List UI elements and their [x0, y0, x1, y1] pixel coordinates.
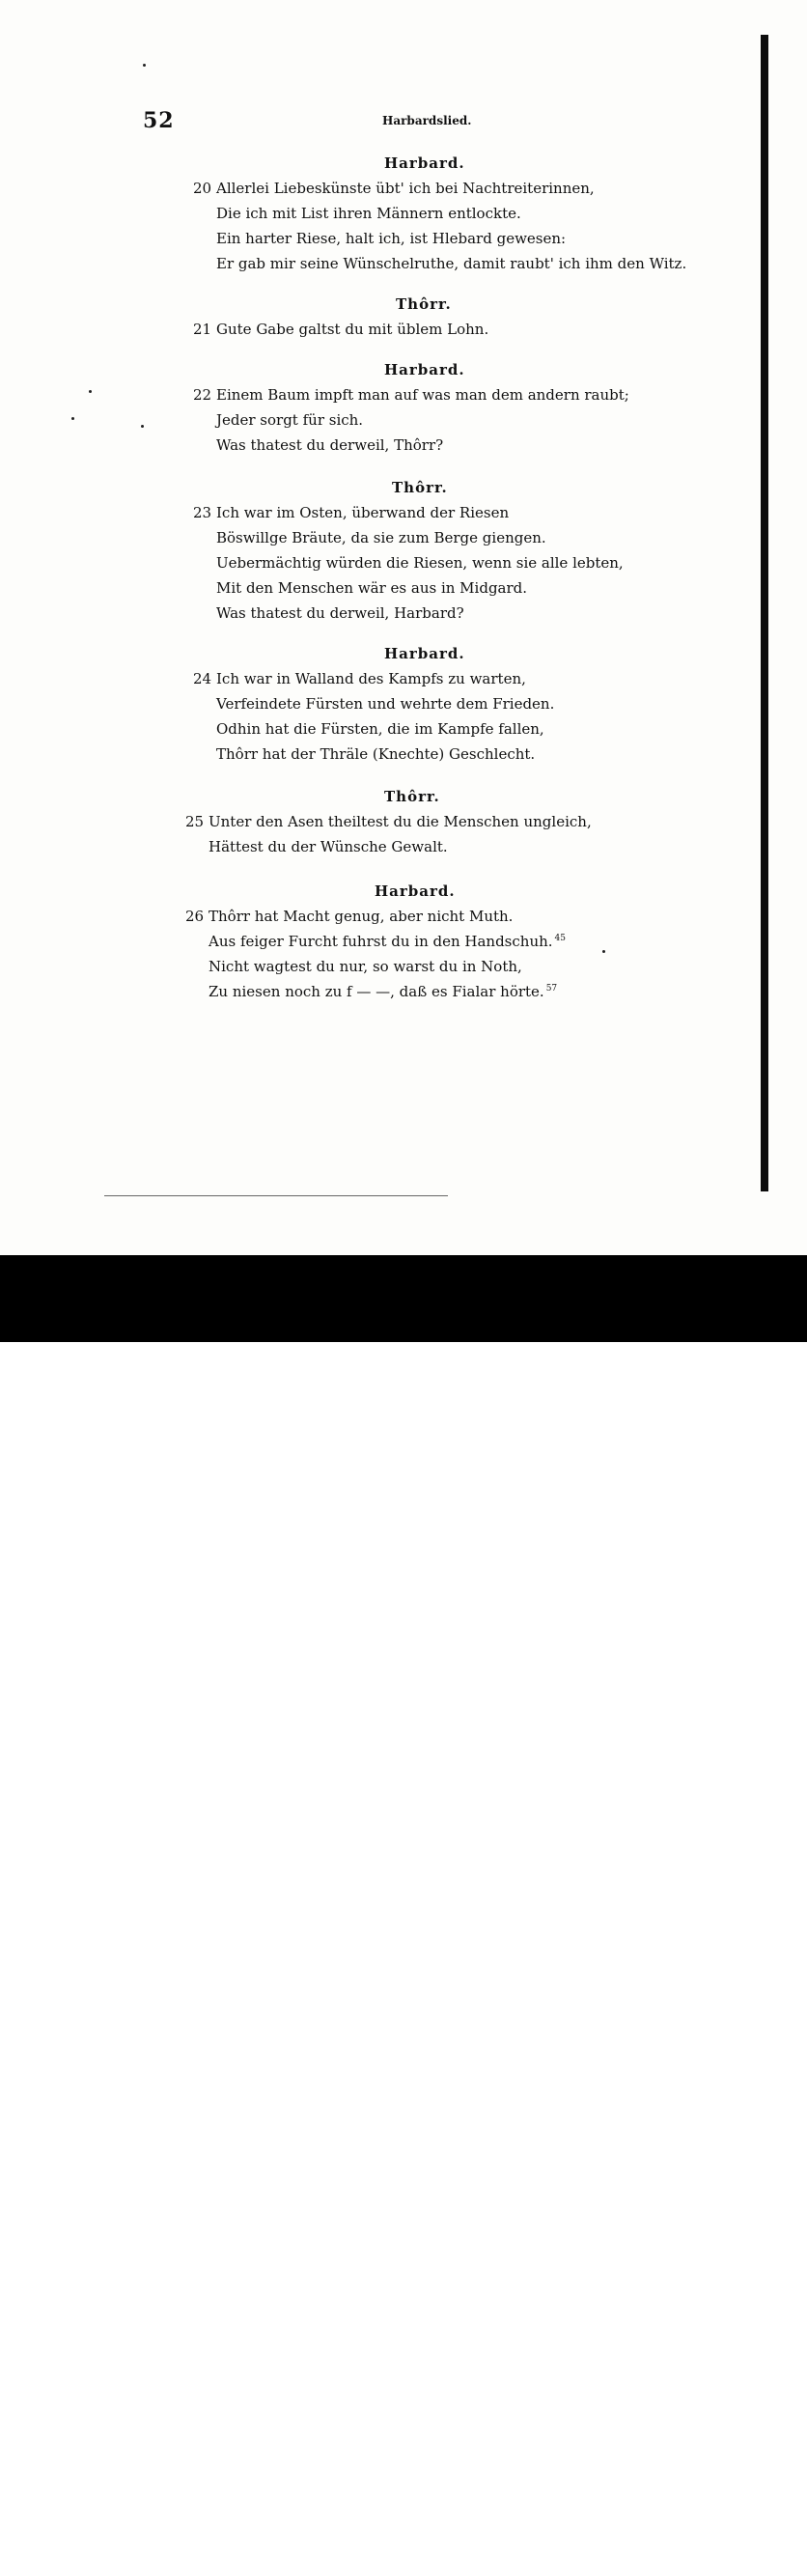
verse-line — [216, 230, 566, 247]
verse-line — [209, 838, 448, 855]
verse-line — [216, 604, 464, 622]
speaker-heading: Harbard. — [384, 361, 465, 378]
verse-line — [193, 321, 488, 338]
watermark-logo: alamy — [46, 2528, 173, 2572]
verse-line — [193, 504, 509, 521]
verse-number: 24 — [193, 670, 212, 687]
site-url: www.alamy.com — [678, 2557, 795, 2575]
verse-line — [216, 529, 546, 546]
verse-text: Hättest du der Wünsche Gewalt. — [209, 838, 448, 855]
page-number: 52 — [143, 108, 175, 133]
verse-line — [193, 386, 629, 404]
verse-text: Die ich mit List ihren Männern entlockte. — [216, 205, 521, 222]
verse-line — [193, 670, 526, 687]
verse-line — [216, 436, 443, 454]
verse-text: Ich war in Walland des Kampfs zu warten, — [216, 670, 526, 687]
verse-text: Zu niesen noch zu f — —, daß es Fialar hörte. — [209, 983, 544, 1000]
speaker-heading: Harbard. — [375, 882, 456, 900]
verse-line — [216, 720, 544, 738]
verse-line — [216, 579, 527, 597]
running-head: Harbardslied. — [382, 114, 472, 127]
verse-text: Böswillge Bräute, da sie zum Berge giengen. — [216, 529, 546, 546]
verse-line — [185, 908, 513, 925]
verse-text: Nicht wagtest du nur, so warst du in Noth, — [209, 958, 522, 975]
verse-line — [193, 180, 595, 197]
scan-speck — [143, 64, 146, 67]
verse-text: Mit den Menschen wär es aus in Midgard. — [216, 579, 528, 597]
verse-number: 25 — [185, 813, 205, 830]
verse-text: Odhin hat die Fürsten, die im Kampfe fallen, — [216, 720, 544, 738]
watermark-bar — [0, 1255, 807, 2575]
book-page — [0, 0, 807, 1255]
verse-line — [216, 255, 686, 272]
page-bottom-rule — [104, 1195, 448, 1196]
verse-text: Allerlei Liebeskünste übt' ich bei Nachtreiterinnen, — [216, 180, 595, 197]
verse-line — [216, 695, 554, 713]
speaker-heading: Thôrr. — [384, 788, 440, 805]
speaker-heading: Thôrr. — [396, 295, 452, 313]
footnote-ref: 57 — [545, 984, 558, 994]
verse-line — [216, 745, 535, 763]
verse-text: Uebermächtig würden die Riesen, wenn sie alle lebten, — [216, 554, 624, 572]
verse-text: Einem Baum impft man auf was man dem andern raubt; — [216, 386, 629, 404]
verse-line — [209, 983, 557, 1000]
verse-number: 20 — [193, 180, 212, 197]
verse-line — [216, 205, 521, 222]
verse-line — [216, 554, 624, 572]
verse-text: Er gab mir seine Wünschelruthe, damit raubt' ich ihm den Witz. — [216, 255, 687, 272]
page-edge-rule — [761, 35, 768, 1191]
verse-text: Was thatest du derweil, Harbard? — [216, 604, 464, 622]
speaker-heading: Harbard. — [384, 645, 465, 662]
scan-speck — [89, 390, 92, 393]
image-id: J3AR84 — [682, 2530, 740, 2548]
verse-line — [209, 958, 522, 975]
verse-number: 26 — [185, 908, 205, 925]
verse-text: Ein harter Riese, halt ich, ist Hlebard gewesen: — [216, 230, 567, 247]
scan-speck — [71, 417, 74, 420]
scan-speck — [141, 425, 144, 428]
speaker-heading: Harbard. — [384, 154, 465, 172]
verse-line — [185, 813, 592, 830]
speaker-heading: Thôrr. — [392, 479, 448, 496]
verse-line — [216, 411, 363, 429]
verse-text: Unter den Asen theiltest du die Menschen ungleich, — [209, 813, 592, 830]
verse-text: Ich war im Osten, überwand der Riesen — [216, 504, 510, 521]
verse-text: Aus feiger Furcht fuhrst du in den Handschuh. — [209, 933, 553, 950]
verse-number: 22 — [193, 386, 212, 404]
verse-text: Thôrr hat Macht genug, aber nicht Muth. — [209, 908, 514, 925]
verse-text: Verfeindete Fürsten und wehrte dem Frieden. — [216, 695, 555, 713]
verse-number: 21 — [193, 321, 212, 338]
footnote-ref: 45 — [554, 934, 566, 943]
verse-line — [209, 933, 566, 950]
verse-text: Gute Gabe galtst du mit üblem Lohn. — [216, 321, 489, 338]
verse-text: Was thatest du derweil, Thôrr? — [216, 436, 444, 454]
verse-text: Jeder sorgt für sich. — [216, 411, 364, 429]
verse-text: Thôrr hat der Thräle (Knechte) Geschlecht. — [216, 745, 536, 763]
scan-speck — [602, 950, 605, 953]
verse-number: 23 — [193, 504, 212, 521]
